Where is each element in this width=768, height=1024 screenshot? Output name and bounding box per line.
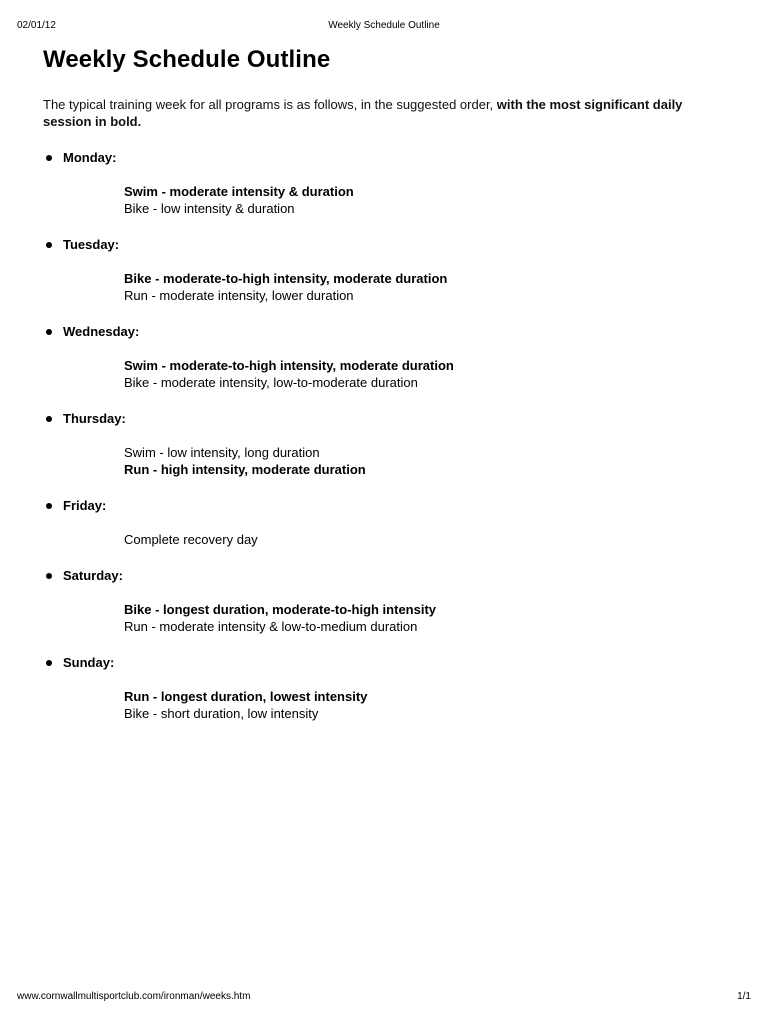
list-item-wednesday [43, 323, 723, 410]
print-date: 02/01/12 [17, 20, 56, 31]
list-item-friday [43, 497, 723, 567]
bullet-icon [46, 573, 52, 579]
session-primary: Swim - moderate-to-high intensity, moderate duration [124, 358, 454, 373]
day-label: Tuesday: [63, 237, 120, 252]
bullet-icon [46, 416, 52, 422]
bullet-icon [46, 155, 52, 161]
day-label: Sunday: [63, 655, 115, 670]
session-secondary: Bike - low intensity & duration [124, 201, 295, 216]
print-header [0, 19, 768, 33]
page-number: 1/1 [737, 991, 751, 1002]
print-footer [0, 990, 768, 1004]
page-title: Weekly Schedule Outline [43, 46, 331, 73]
session-secondary: Complete recovery day [124, 532, 258, 547]
days-list [43, 149, 723, 741]
bullet-icon [46, 503, 52, 509]
session-primary: Bike - moderate-to-high intensity, moderate duration [124, 271, 448, 286]
session-secondary: Run - moderate intensity & low-to-medium duration [124, 619, 418, 634]
list-item-sunday [43, 654, 723, 741]
day-label: Saturday: [63, 568, 123, 583]
session-primary: Bike - longest duration, moderate-to-high intensity [124, 602, 437, 617]
list-item-monday [43, 149, 723, 236]
day-label: Monday: [63, 150, 117, 165]
intro-text: The typical training week for all programs is as follows, in the suggested order, [43, 97, 497, 112]
session-primary: Run - high intensity, moderate duration [124, 462, 366, 477]
page-content [43, 44, 723, 741]
bullet-icon [46, 242, 52, 248]
bullet-icon [46, 660, 52, 666]
print-doc-title: Weekly Schedule Outline [328, 20, 440, 31]
session-secondary: Swim - low intensity, long duration [124, 445, 320, 460]
day-label: Thursday: [63, 411, 126, 426]
day-label: Friday: [63, 498, 107, 513]
session-primary: Swim - moderate intensity & duration [124, 184, 354, 199]
session-secondary: Run - moderate intensity, lower duration [124, 288, 354, 303]
list-item-saturday [43, 567, 723, 654]
bullet-icon [46, 329, 52, 335]
list-item-thursday [43, 410, 723, 497]
day-label: Wednesday: [63, 324, 140, 339]
list-item-tuesday [43, 236, 723, 323]
intro-paragraph [43, 96, 723, 130]
intro-bold-text: with the most significant daily session in bold. [43, 97, 683, 129]
session-secondary: Bike - moderate intensity, low-to-moderate duration [124, 375, 418, 390]
session-primary: Run - longest duration, lowest intensity [124, 689, 368, 704]
source-url: www.cornwallmultisportclub.com/ironman/weeks.htm [17, 991, 251, 1002]
session-secondary: Bike - short duration, low intensity [124, 706, 319, 721]
